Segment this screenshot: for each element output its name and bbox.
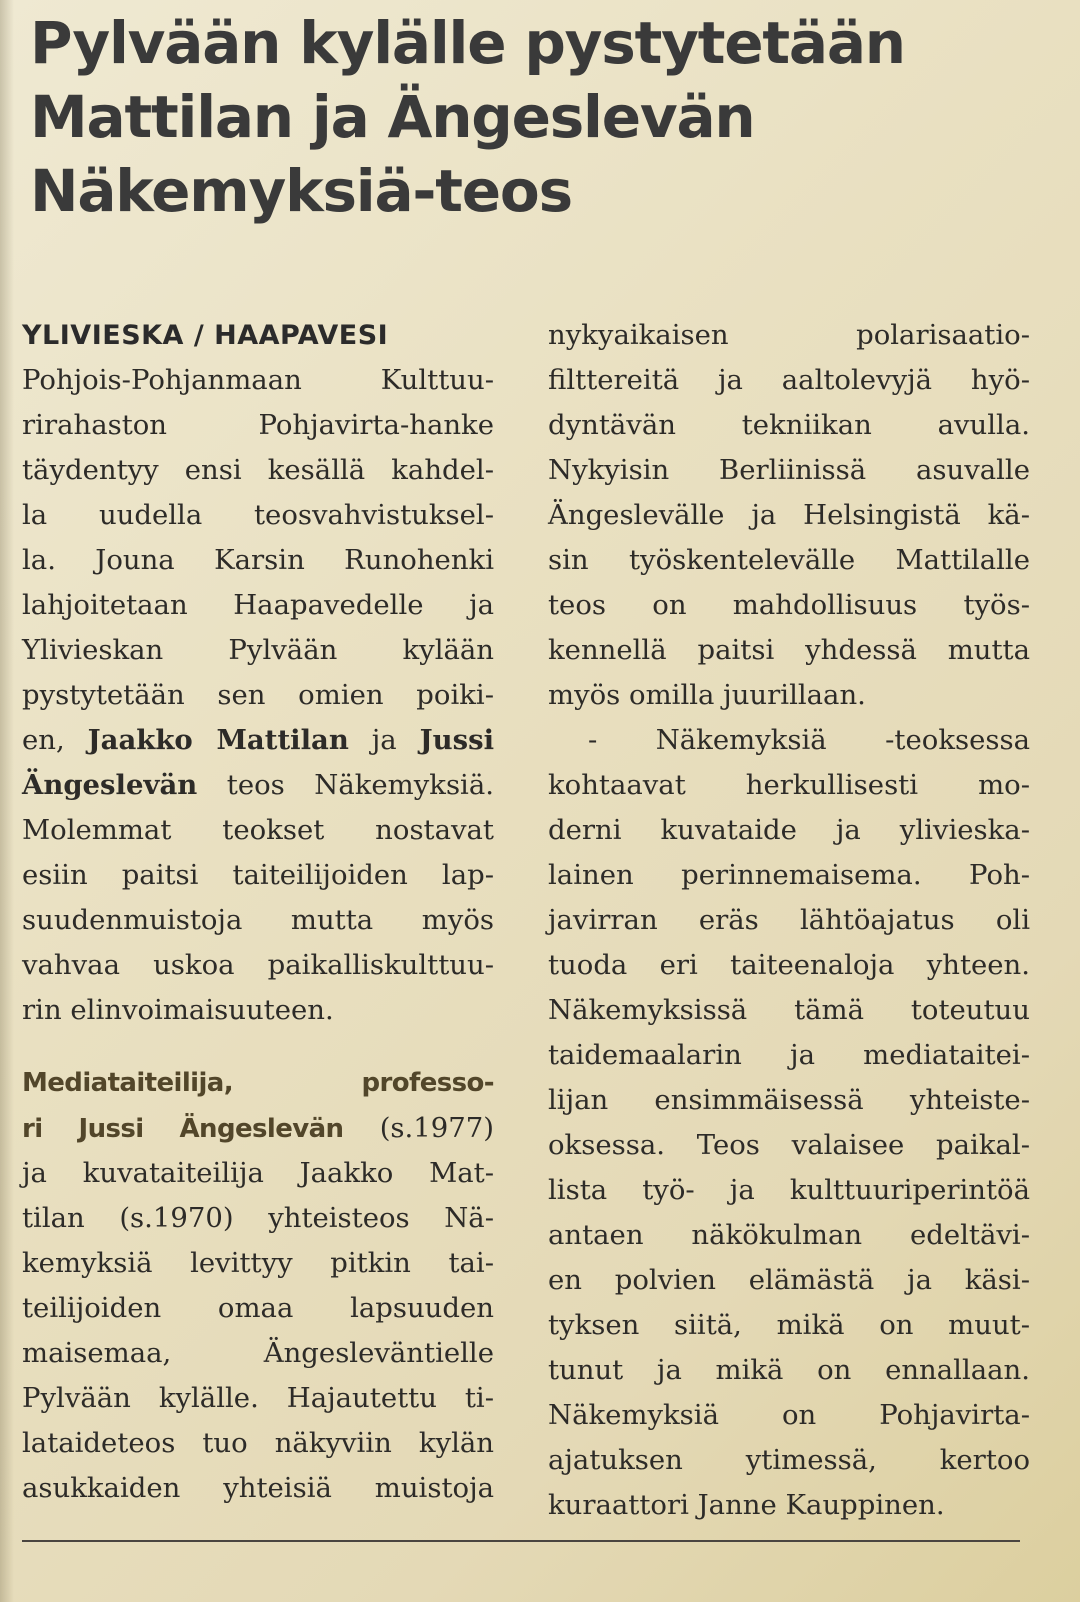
body-line: rirahaston Pohjavirta-hanke — [22, 409, 494, 441]
body-line: en polvien elämästä ja käsi- — [548, 1264, 1030, 1296]
body-line: täydentyy ensi kesällä kahdel- — [22, 454, 494, 486]
body-line: tyksen siitä, mikä on muut- — [548, 1309, 1030, 1341]
body-line: asukkaiden yhteisiä muistoja — [22, 1472, 494, 1504]
body-line: kemyksiä levittyy pitkin tai- — [22, 1247, 494, 1279]
artist-name: Ängeslevän — [22, 769, 198, 801]
body-line: nykyaikaisen polarisaatio- — [548, 319, 1030, 351]
body-line: derni kuvataide ja ylivieska- — [548, 814, 1030, 846]
body-line: filttereitä ja aaltolevyjä hyö- — [548, 364, 1030, 396]
body-line: lainen perinnemaisema. Poh- — [548, 859, 1030, 891]
body-line: teos on mahdollisuus työs- — [548, 589, 1030, 621]
body-line: ajatuksen ytimessä, kertoo — [548, 1444, 1030, 1476]
body-line: lataideteos tuo näkyviin kylän — [22, 1427, 494, 1459]
body-line: oksessa. Teos valaisee paikal- — [548, 1129, 1030, 1161]
lead-in-text: ri Jussi Ängeslevän — [22, 1114, 344, 1144]
body-line: kennellä paitsi yhdessä mutta — [548, 634, 1030, 666]
body-line: taidemaalarin ja mediataitei- — [548, 1039, 1030, 1071]
body-line: rin elinvoimaisuuteen. — [22, 994, 334, 1026]
headline-line: Pylvään kylälle pystytetään — [30, 9, 905, 77]
body-line: maisemaa, Ängesleväntielle — [22, 1337, 494, 1369]
headline — [30, 6, 1050, 228]
page-edge-shadow — [0, 0, 14, 1602]
body-line: Näkemyksiä on Pohjavirta- — [548, 1399, 1030, 1431]
body-line: tunut ja mikä on ennallaan. — [548, 1354, 1030, 1386]
body-text: en, — [22, 724, 88, 756]
body-line: Pylvään kylälle. Hajautettu ti- — [22, 1382, 494, 1414]
body-line: lahjoitetaan Haapavedelle ja — [22, 589, 494, 621]
headline-line: Mattilan ja Ängeslevän — [30, 83, 755, 151]
body-line: javirran eräs lähtöajatus oli — [548, 904, 1030, 936]
body-line — [22, 1106, 494, 1151]
body-line: la uudella teosvahvistuksel- — [22, 499, 494, 531]
artist-name: Jussi — [419, 724, 495, 756]
body-line — [22, 763, 494, 808]
body-line: teilijoiden omaa lapsuuden — [22, 1292, 494, 1324]
body-line: Pohjois-Pohjanmaan Kulttuu- — [22, 364, 494, 396]
body-line: pystytetään sen omien poiki- — [22, 679, 494, 711]
body-line: ja kuvataiteilija Jaakko Mat- — [22, 1157, 494, 1189]
body-line: tilan (s.1970) yhteisteos Nä- — [22, 1202, 494, 1234]
left-column — [22, 313, 494, 1511]
body-line: la. Jouna Karsin Runohenki — [22, 544, 494, 576]
body-line: dyntävän tekniikan avulla. — [548, 409, 1030, 441]
body-line — [22, 718, 494, 763]
lead-in-line: Mediataiteilija, professo- — [22, 1068, 494, 1098]
body-line: tuoda eri taiteenaloja yhteen. — [548, 949, 1030, 981]
body-line: antaen näkökulman edeltävi- — [548, 1219, 1030, 1251]
body-text: teos Näkemyksiä. — [197, 769, 494, 801]
quote-line: - Näkemyksiä -teoksessa — [588, 724, 1030, 756]
body-line: Molemmat teokset nostavat — [22, 814, 494, 846]
bottom-rule — [22, 1540, 1020, 1542]
body-line: Ylivieskan Pylvään kylään — [22, 634, 494, 666]
body-line: kuraattori Janne Kauppinen. — [548, 1489, 945, 1521]
body-line: sin työskentelevälle Mattilalle — [548, 544, 1030, 576]
body-line: lijan ensimmäisessä yhteiste- — [548, 1084, 1030, 1116]
body-line: kohtaavat herkullisesti mo- — [548, 769, 1030, 801]
body-text: ja — [348, 724, 420, 756]
artist-name: Jaakko Mattilan — [87, 724, 349, 756]
headline-line: Näkemyksiä-teos — [30, 157, 572, 225]
dateline: YLIVIESKA / HAAPAVESI — [22, 320, 389, 351]
body-line: myös omilla juurillaan. — [548, 679, 866, 711]
body-line: Ängeslevälle ja Helsingistä kä- — [548, 499, 1030, 531]
body-text: (s.1977) — [343, 1112, 494, 1144]
body-line: Nykyisin Berliinissä asuvalle — [548, 454, 1030, 486]
body-line: lista työ- ja kulttuuriperintöä — [548, 1174, 1030, 1206]
body-line: suudenmuistoja mutta myös — [22, 904, 494, 936]
body-line: vahvaa uskoa paikalliskulttuu- — [22, 949, 494, 981]
body-line: Näkemyksissä tämä toteutuu — [548, 994, 1030, 1026]
body-line: esiin paitsi taiteilijoiden lap- — [22, 859, 494, 891]
right-column — [548, 313, 1030, 1528]
